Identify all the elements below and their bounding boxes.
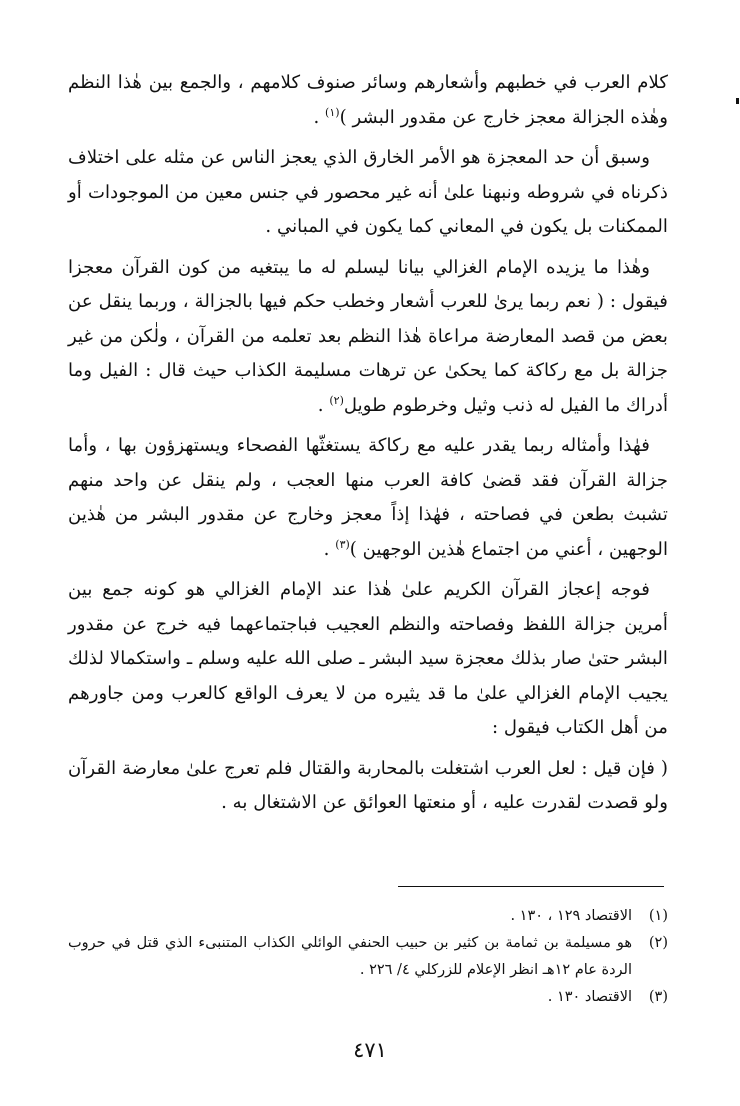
footnotes bbox=[68, 903, 668, 1011]
footnote-text: الاقتصاد ١٣٠ . bbox=[547, 989, 632, 1005]
main-text bbox=[68, 66, 668, 821]
paragraph-4 bbox=[68, 429, 668, 567]
paragraph-3 bbox=[68, 251, 668, 424]
footnote-ref-1[interactable]: (١) bbox=[325, 105, 340, 119]
footnote-1 bbox=[68, 903, 668, 930]
sentence-end: . bbox=[313, 106, 320, 128]
margin-mark bbox=[736, 98, 739, 104]
footnote-ref-2[interactable]: (٢) bbox=[329, 393, 344, 407]
footnote-text: الاقتصاد ١٢٩ ، ١٣٠ . bbox=[510, 908, 632, 924]
footnote-text: هو مسيلمة بن ثمامة بن كثير بن حبيب الحنفي الوائلي الكذاب المتنبىء الذي قتل في حروب الردة عام ١٢هـ انظر الإعلام للزركلي ٤/ ٢٢٦ . bbox=[68, 935, 632, 978]
footnote-3 bbox=[68, 984, 668, 1011]
paragraph-text: فهٰذا وأمثاله ربما يقدر عليه مع ركاكة يستغثّها الفصحاء ويستهزؤون بها ، وأما جزالة القرآن فقد قضىٰ كافة العرب منها العجب ، ولم ينقل عن واحد منهم تشبث بطعن في فصاحته ، فهٰذا إذاً معجز وخارج عن مقدور البشر من هٰذين الوجهين ، أعني من اجتماع هٰذين الوجهين ) bbox=[68, 435, 668, 560]
footnote-separator bbox=[398, 886, 664, 887]
footnote-number: (١) bbox=[648, 908, 668, 924]
paragraph-text: كلام العرب في خطبهم وأشعارهم وسائر صنوف كلامهم ، والجمع بين هٰذا النظم وهٰذه الجزالة معجز خارج عن مقدور البشر ) bbox=[68, 72, 668, 128]
paragraph-1 bbox=[68, 66, 668, 135]
page-number: ٤٧١ bbox=[353, 1038, 387, 1062]
paragraph-6: ( فإن قيل : لعل العرب اشتغلت بالمحاربة والقتال فلم تعرج علىٰ معارضة القرآن ولو قصدت لقدرت عليه ، أو منعتها العوائق عن الاشتغال به . bbox=[68, 757, 668, 813]
sentence-end: . bbox=[317, 394, 324, 416]
paragraph-2: وسبق أن حد المعجزة هو الأمر الخارق الذي يعجز الناس عن مثله على اختلاف ذكرناه في شروطه ونبهنا علىٰ أنه غير محصور في جنس معين من الموجودات أو الممكنات بل يكون في المعاني كما يكون في المباني . bbox=[68, 147, 668, 237]
footnote-2 bbox=[68, 930, 668, 984]
paragraph-5: فوجه إعجاز القرآن الكريم علىٰ هٰذا عند الإمام الغزالي هو كونه جمع بين أمرين جزالة اللفظ وفصاحته والنظم العجيب فباجتماعهما فيه خرج عن مقدور البشر حتىٰ صار بذلك معجزة سيد البشر ـ صلى الله عليه وسلم ـ واستكمالا لذلك يجيب الإمام الغزالي علىٰ ما قد يثيره من لا يعرف الواقع كالعرب ومن جاورهم من أهل الكتاب فيقول : bbox=[68, 579, 668, 738]
footnote-number: (٢) bbox=[648, 935, 668, 951]
sentence-end: . bbox=[323, 538, 330, 560]
paragraph-text: وهٰذا ما يزيده الإمام الغزالي بيانا ليسلم له ما يبتغيه من كون القرآن معجزا فيقول : ( نعم ربما يرىٰ للعرب أشعار وخطب حكم فيها بالجزالة ، وربما ينقل عن بعض من قصد المعارضة مراعاة هٰذا النظم بعد تعلمه من القرآن ، ولٰكن من غير جزالة بل مع ركاكة كما يحكىٰ عن ترهات مسليمة الكذاب حيث قال : الفيل وما أدراك ما الفيل له ذنب وثيل وخرطوم طويل bbox=[68, 256, 668, 416]
footnote-ref-3[interactable]: (٣) bbox=[335, 537, 350, 551]
footnote-number: (٣) bbox=[648, 989, 668, 1005]
